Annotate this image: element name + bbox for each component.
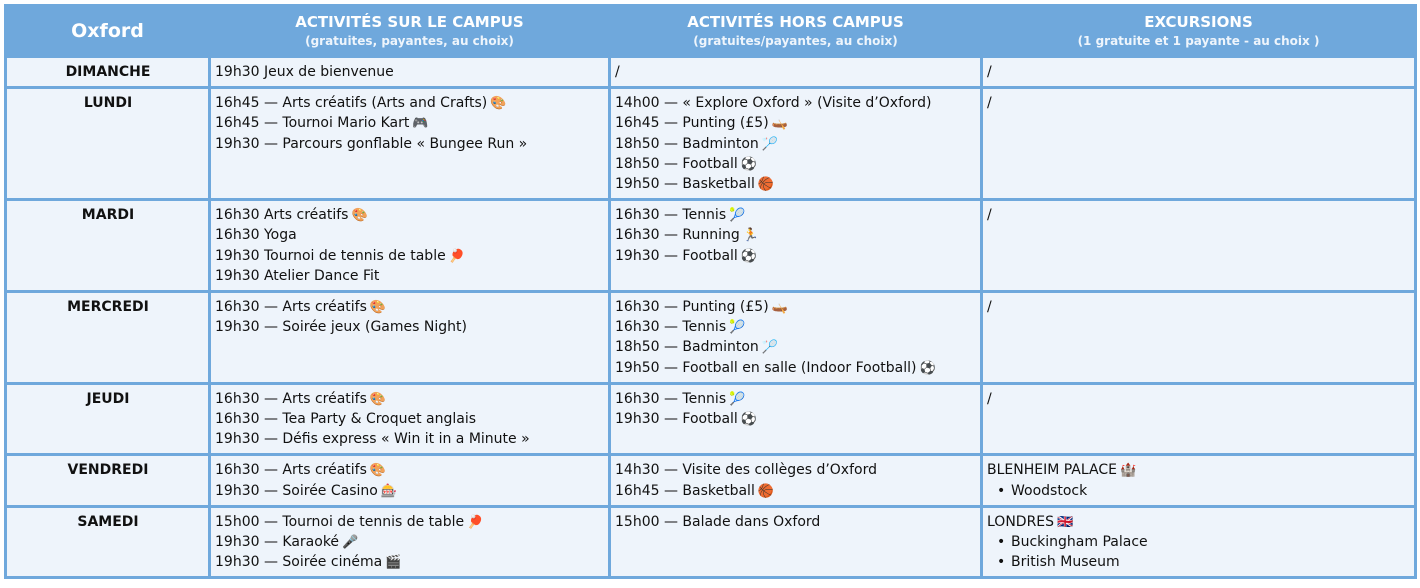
excursion-title-line [987, 205, 1411, 225]
excursion-title: BLENHEIM PALACE [987, 462, 1117, 479]
header-row [6, 6, 1416, 57]
activity-line [215, 460, 605, 480]
activity-line [215, 429, 605, 449]
activity-line [215, 62, 605, 82]
campus-activities-cell [210, 200, 610, 292]
activity-line [215, 512, 605, 532]
activity-line [615, 389, 977, 409]
activity-line [615, 174, 977, 194]
activity-text: 14h00 — « Explore Oxford » (Visite d’Oxford) [615, 95, 932, 112]
activity-text: 19h30 — Soirée Casino [215, 482, 378, 499]
excursion-title: / [987, 207, 992, 224]
activity-icon: 🏓 [467, 514, 484, 530]
campus-activities-cell [210, 88, 610, 200]
excursion-cell [982, 200, 1416, 292]
activity-text: 16h45 — Punting (£5) [615, 115, 769, 132]
activity-icon: ⚽ [740, 412, 758, 428]
activity-line [215, 113, 605, 133]
activity-text: 16h45 — Tournoi Mario Kart [215, 115, 410, 132]
hors-campus-activities-cell [610, 57, 982, 88]
excursion-cell [982, 88, 1416, 200]
activity-icon: ⚽ [740, 248, 758, 264]
activity-text: 19h30 Tournoi de tennis de table [215, 247, 446, 264]
excursion-title-line [987, 512, 1411, 532]
activity-icon: 🎬 [385, 555, 402, 571]
activity-text: 19h50 — Football en salle (Indoor Football) [615, 359, 917, 376]
excursion-cell [982, 506, 1416, 578]
list-item [993, 481, 1411, 501]
hors-campus-activities-cell [610, 88, 982, 200]
excursion-item: Woodstock [1011, 482, 1088, 499]
activity-text: 19h30 Atelier Dance Fit [215, 267, 380, 284]
activity-text: 16h30 — Arts créatifs [215, 299, 367, 316]
activity-icon: 🏀 [757, 177, 775, 193]
activity-text: 18h50 — Badminton [615, 339, 759, 356]
activity-line [215, 134, 605, 154]
header-campus [210, 6, 610, 57]
excursion-title: LONDRES [987, 513, 1055, 530]
campus-column-title: ACTIVITÉS SUR LE CAMPUS [295, 13, 524, 31]
activity-text: 16h30 — Arts créatifs [215, 390, 367, 407]
activity-line [215, 205, 605, 225]
activity-line [615, 93, 977, 113]
activity-text: 15h00 — Balade dans Oxford [615, 513, 821, 530]
hors-campus-column-title: ACTIVITÉS HORS CAMPUS [687, 13, 904, 31]
excursion-title-line [987, 389, 1411, 409]
activity-text: 16h30 — Running [615, 227, 740, 244]
table-row [6, 506, 1416, 578]
activity-line [615, 481, 977, 501]
excursion-item: Buckingham Palace [1011, 534, 1148, 551]
activity-line [615, 512, 977, 532]
activity-line [615, 358, 977, 378]
excursion-title-line [987, 62, 1411, 82]
excursion-item: British Museum [1011, 554, 1120, 571]
activity-icon: 🎤 [342, 535, 359, 551]
excursion-title-line [987, 93, 1411, 113]
activity-line [615, 113, 977, 133]
activity-line [615, 154, 977, 174]
bullet-icon: • [997, 534, 1006, 551]
excursion-title: / [987, 390, 992, 407]
excursion-icon: 🇬🇧 [1057, 514, 1074, 530]
activity-line [215, 297, 605, 317]
day-cell: MERCREDI [6, 292, 210, 384]
header-hors-campus [610, 6, 982, 57]
activity-line [215, 93, 605, 113]
campus-activities-cell [210, 455, 610, 506]
activity-icon: 🏸 [761, 340, 778, 356]
excursion-title: / [987, 95, 992, 112]
table-row [6, 88, 1416, 200]
hors-campus-activities-cell [610, 200, 982, 292]
campus-activities-cell [210, 506, 610, 578]
excursions-column-title: EXCURSIONS [1144, 13, 1253, 31]
list-item [993, 552, 1411, 572]
activity-text: 14h30 — Visite des collèges d’Oxford [615, 462, 877, 479]
hors-campus-activities-cell [610, 383, 982, 455]
activity-text: 16h45 — Basketball [615, 482, 755, 499]
activity-line [615, 205, 977, 225]
activity-icon: 🛶 [771, 116, 788, 132]
activity-text: 15h00 — Tournoi de tennis de table [215, 513, 465, 530]
campus-activities-cell [210, 383, 610, 455]
day-cell: JEUDI [6, 383, 210, 455]
schedule-body [6, 57, 1416, 578]
activity-line [215, 552, 605, 572]
excursion-cell [982, 292, 1416, 384]
activity-text: 19h30 — Soirée jeux (Games Night) [215, 319, 467, 336]
excursion-title: / [987, 64, 992, 80]
activity-icon: ⚽ [740, 156, 758, 172]
activity-text: 19h30 — Karaoké [215, 534, 340, 551]
activity-icon: 🎨 [369, 300, 387, 316]
city-name: Oxford [71, 20, 144, 42]
activity-text: 19h30 Jeux de bienvenue [215, 64, 394, 80]
excursions-column-subtitle: (1 gratuite et 1 payante - au choix ) [1077, 34, 1320, 48]
excursion-cell [982, 383, 1416, 455]
activity-icon: 🎮 [412, 116, 429, 132]
excursion-title-line [987, 460, 1411, 480]
activity-line [615, 409, 977, 429]
activity-text: 16h30 — Arts créatifs [215, 462, 367, 479]
activity-line [215, 389, 605, 409]
activity-text: 16h30 — Tennis [615, 390, 727, 407]
hors-campus-column-subtitle: (gratuites/payantes, au choix) [693, 34, 898, 48]
activity-icon: 🎨 [351, 208, 368, 224]
excursion-cell [982, 57, 1416, 88]
excursion-list [987, 532, 1411, 572]
schedule-wrapper [4, 4, 1417, 579]
hors-campus-activities-cell [610, 292, 982, 384]
activity-line [215, 532, 605, 552]
activity-line [215, 481, 605, 501]
list-item [993, 532, 1411, 552]
activity-icon: 🎰 [380, 483, 398, 499]
activity-text: 16h30 — Punting (£5) [615, 299, 769, 316]
activity-text: 18h50 — Football [615, 155, 738, 172]
activity-icon: 🏸 [761, 136, 778, 152]
table-row [6, 200, 1416, 292]
bullet-icon: • [997, 554, 1006, 571]
table-row [6, 292, 1416, 384]
activity-icon: 🎾 [729, 320, 746, 336]
day-cell: VENDREDI [6, 455, 210, 506]
activity-line [215, 246, 605, 266]
excursion-list [987, 481, 1411, 501]
activity-text: 18h50 — Badminton [615, 135, 759, 152]
activity-line [615, 246, 977, 266]
activity-line [615, 225, 977, 245]
activity-icon: 🏀 [757, 483, 775, 499]
activity-text: 16h30 Arts créatifs [215, 207, 349, 224]
activity-line [615, 134, 977, 154]
campus-column-subtitle: (gratuites, payantes, au choix) [305, 34, 514, 48]
activity-line [615, 317, 977, 337]
campus-activities-cell [210, 57, 610, 88]
activity-line [215, 266, 605, 286]
activity-line [615, 337, 977, 357]
activity-text: 16h30 — Tennis [615, 207, 727, 224]
activity-text: 19h30 — Football [615, 247, 738, 264]
activity-text: 19h30 — Parcours gonflable « Bungee Run » [215, 135, 528, 152]
bullet-icon: • [997, 482, 1006, 499]
header-city [6, 6, 210, 57]
activity-icon: 🎾 [729, 391, 746, 407]
activity-line [215, 317, 605, 337]
activity-icon: 🎨 [490, 96, 507, 112]
activity-text: 16h45 — Arts créatifs (Arts and Crafts) [215, 95, 488, 112]
campus-activities-cell [210, 292, 610, 384]
activity-icon: 🏓 [448, 248, 465, 264]
activity-line [615, 297, 977, 317]
hors-campus-activities-cell [610, 455, 982, 506]
day-cell: SAMEDI [6, 506, 210, 578]
activity-text: 16h30 — Tennis [615, 319, 727, 336]
table-row [6, 57, 1416, 88]
excursion-icon: 🏰 [1119, 463, 1137, 479]
activity-line [615, 460, 977, 480]
day-cell: MARDI [6, 200, 210, 292]
activity-text: 19h30 — Soirée cinéma [215, 554, 383, 571]
excursion-title: / [987, 299, 992, 316]
activity-text: 19h30 — Défis express « Win it in a Minute » [215, 431, 530, 448]
activity-line [215, 409, 605, 429]
activity-text: 16h30 — Tea Party & Croquet anglais [215, 411, 477, 428]
activity-text: 19h50 — Basketball [615, 176, 755, 193]
table-row [6, 455, 1416, 506]
day-cell: LUNDI [6, 88, 210, 200]
excursion-cell [982, 455, 1416, 506]
activity-line [215, 225, 605, 245]
activity-icon: 🏃 [742, 228, 759, 244]
header-excursions [982, 6, 1416, 57]
activity-icon: 🎨 [369, 391, 387, 407]
day-cell: DIMANCHE [6, 57, 210, 88]
hors-campus-activities-cell [610, 506, 982, 578]
activity-line [615, 62, 977, 82]
activity-icon: 🛶 [771, 300, 788, 316]
activity-text: 16h30 Yoga [215, 227, 297, 244]
activity-icon: ⚽ [919, 360, 936, 376]
activity-icon: 🎨 [369, 463, 387, 479]
schedule-table [4, 4, 1417, 579]
activity-text: / [615, 64, 620, 80]
excursion-title-line [987, 297, 1411, 317]
activity-text: 19h30 — Football [615, 411, 738, 428]
activity-icon: 🎾 [729, 208, 746, 224]
table-row [6, 383, 1416, 455]
